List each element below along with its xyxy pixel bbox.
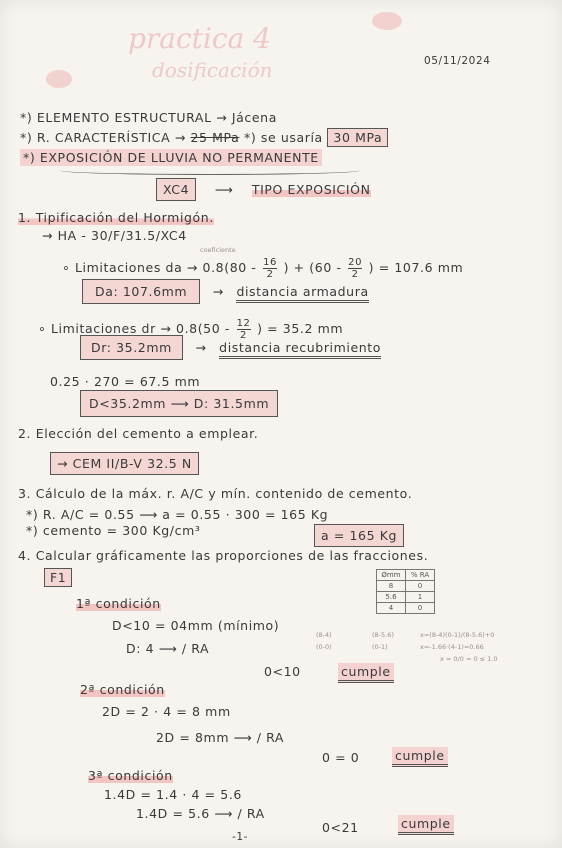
note-calc-2: x=-1.66·(4-1)=0.66 [420,643,484,651]
coef-note: coeficiente [200,246,236,254]
cement-result-line [50,458,199,471]
cond3-line3: 0<21 [322,820,359,835]
table-row [377,603,435,614]
d-result-line [80,398,278,411]
section-2-title: 2. Elección del cemento a emplear. [18,426,259,441]
decorative-flower-blob [46,70,72,88]
exposure-type-label: TIPO EXPOSICIÓN [251,182,371,197]
concrete-code: → HA - 30/F/31.5/XC4 [42,228,187,243]
da-text-c: ) = 107.6 mm [368,260,464,275]
section-4-title: 4. Calcular gráficamente las proporciones de las fracciones. [18,548,429,563]
cond2-line1: 2D = 2 · 4 = 8 mm [102,704,231,719]
frac-den: 2 [266,269,274,280]
characteristic-label: *) R. CARACTERÍSTICA → [20,130,186,145]
da-text-a: ∘ Limitaciones da → 0.8(80 - [62,260,257,275]
page-title: practica 4 [128,22,271,55]
struck-value: 25 MPa [190,130,240,145]
cond2-cumple [392,750,448,763]
dr-text-a: ∘ Limitaciones dr → 0.8(50 - [38,321,230,336]
dr-text-b: ) = 35.2 mm [257,321,344,336]
water-box: a = 165 Kg [314,524,404,547]
frac-den: 2 [351,269,359,280]
characteristic-line [20,132,388,145]
da-result-line [82,286,369,299]
cond1-cumple [338,666,394,679]
water-result [314,530,404,543]
da-box: Da: 107.6mm [82,279,200,304]
exposure-line [20,152,322,165]
cumple-label: cumple [338,663,394,683]
section-3-title: 3. Cálculo de la máx. r. A/C y mín. contenido de cemento. [18,486,413,501]
would-use-label: *) se usaría [243,130,323,145]
decorative-flower-blob [372,12,402,30]
arrow: → [195,340,207,355]
cond1-line1: D<10 = 04mm (mínimo) [112,618,280,633]
fraction-12-2 [237,318,251,341]
exposure-type-line [156,184,371,197]
note-frac-a: (8-4) [316,631,332,639]
table-header: Ømm [377,570,406,581]
arrow: → [212,284,224,299]
condition-3-title-text: 3ª condición [88,768,173,783]
arrow: ⟶ [214,182,234,197]
brace-curve [60,166,360,175]
cement-box: → CEM II/B-V 32.5 N [50,452,199,475]
frac-num: 12 [236,318,251,329]
fraction-20-2 [348,257,362,280]
note-calc-3: x = 0/0 = 0 ≤ 1.0 [440,655,498,663]
page-subtitle: dosificación [152,58,273,82]
cond1-line3: 0<10 [264,664,301,679]
note-frac-c: (8-5.6) [372,631,394,639]
table-cell: 0 [406,581,435,592]
dr-label: distancia recubrimiento [219,340,381,359]
table-row [377,592,435,603]
section-1-title [18,212,214,225]
cumple-label: cumple [392,747,448,767]
cond3-cumple [398,818,454,831]
cond3-line1: 1.4D = 1.4 · 4 = 5.6 [104,787,242,802]
table-cell: 5.6 [377,592,406,603]
condition-1-title [76,598,161,611]
dr-result-line [80,342,381,355]
table-header-row [377,570,435,581]
cond1-line2: D: 4 ⟶ / RA [126,641,210,656]
cement-content-line: *) cemento = 300 Kg/cm³ [26,523,201,538]
value-box-30mpa: 30 MPa [327,128,388,147]
frac-den: 2 [240,330,248,341]
f1-box: F1 [44,568,72,587]
cond2-line2: 2D = 8mm ⟶ / RA [156,730,285,745]
date: 05/11/2024 [424,55,491,67]
section-1-title-text: 1. Tipificación del Hormigón. [18,210,214,225]
condition-1-title-text: 1ª condición [76,596,161,611]
table-header: % RA [406,570,435,581]
note-frac-d: (0-1) [372,643,388,651]
note-frac-b: (0-0) [316,643,332,651]
table-cell: 1 [406,592,435,603]
da-limit-line [62,257,463,280]
fraction-16-2 [263,257,277,280]
table-cell: 4 [377,603,406,614]
exposure-text: *) EXPOSICIÓN DE LLUVIA NO PERMANENTE [20,149,322,166]
condition-2-title [80,684,165,697]
note-calc-1: x=(8-4)(0-1)/(8-5.6)+0 [420,631,495,639]
d-result-box: D<35.2mm ⟶ D: 31.5mm [80,390,278,417]
table-row [377,581,435,592]
element-line: *) ELEMENTO ESTRUCTURAL → Jácena [20,110,277,125]
quarter-calc: 0.25 · 270 = 67.5 mm [50,374,201,389]
cumple-label: cumple [398,815,454,835]
condition-2-title-text: 2ª condición [80,682,165,697]
condition-3-title [88,770,173,783]
sieve-table [376,569,435,614]
dr-box: Dr: 35.2mm [80,335,183,360]
xc4-box: XC4 [156,178,196,201]
f1-label [44,572,72,585]
table-cell: 0 [406,603,435,614]
da-label: distancia armadura [236,284,368,303]
cond2-line3: 0 = 0 [322,750,360,765]
cond3-line2: 1.4D = 5.6 ⟶ / RA [136,806,265,821]
ac-ratio-line: *) R. A/C = 0.55 ⟶ a = 0.55 · 300 = 165 Kg [26,507,329,522]
page-number: -1- [232,831,249,843]
da-text-b: ) + (60 - [283,260,342,275]
frac-num: 20 [348,257,363,268]
table-cell: 8 [377,581,406,592]
frac-num: 16 [263,257,278,268]
